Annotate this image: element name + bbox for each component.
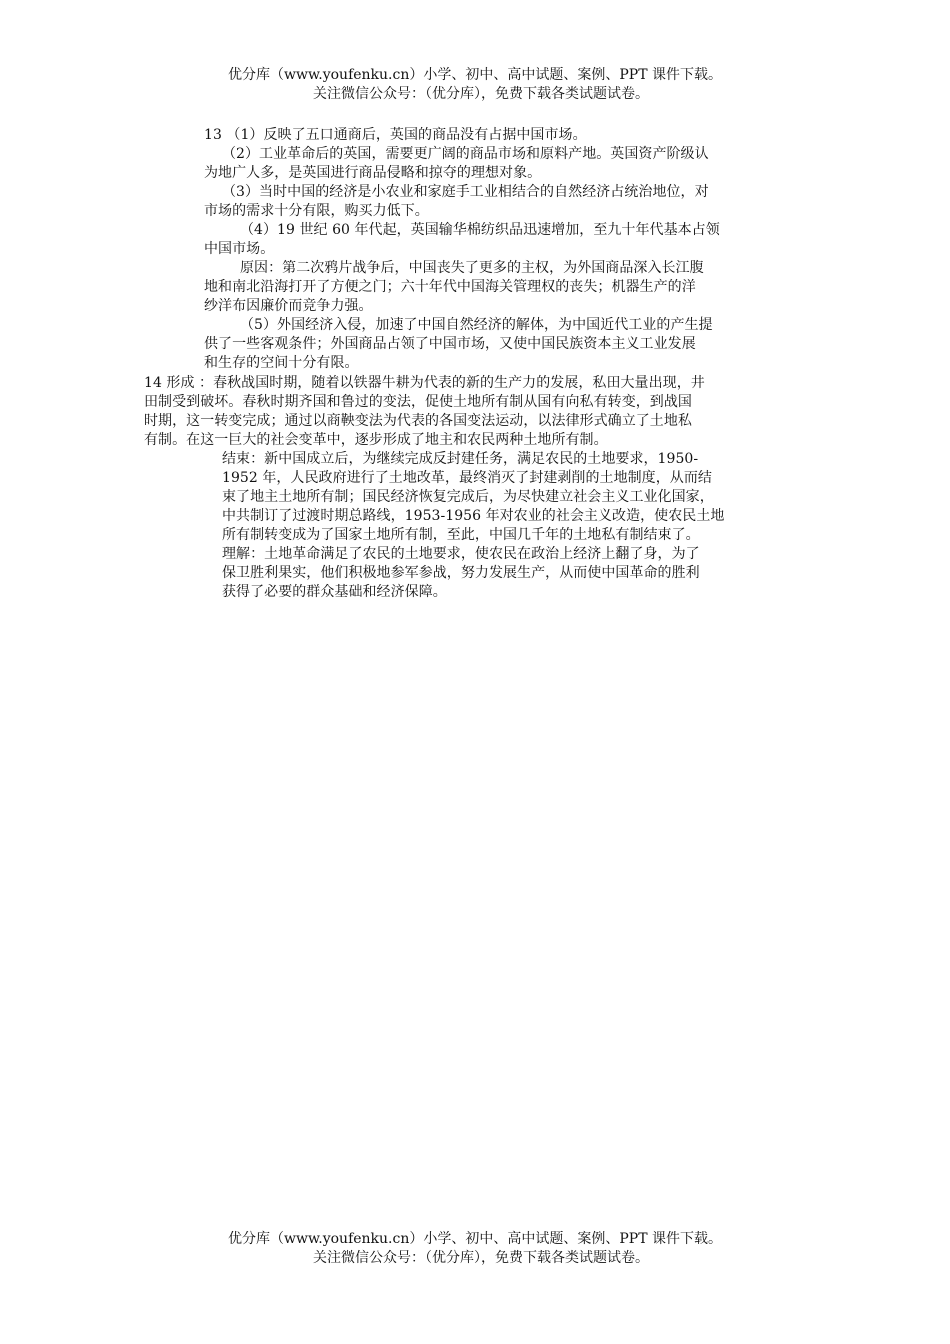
q13-paragraph-6 — [204, 316, 713, 373]
text-line: 理解：土地革命满足了农民的土地要求，使农民在政治上经济上翻了身，为了 — [222, 546, 700, 562]
q14-paragraph-1 — [144, 374, 705, 450]
q13-paragraph-2 — [204, 145, 709, 183]
q14-paragraph-3 — [222, 545, 700, 602]
text-line: 所有制转变成为了国家土地所有制，至此，中国几千年的土地私有制结束了。 — [222, 527, 700, 543]
q14-paragraph-2 — [222, 450, 724, 545]
q13-paragraph-3 — [204, 183, 709, 221]
text-line: 13 （1）反映了五口通商后，英国的商品没有占据中国市场。 — [204, 127, 587, 143]
text-line: 田制受到破坏。春秋时期齐国和鲁过的变法，促使土地所有制从国有向私有转变，到战国 — [144, 394, 692, 410]
q13-paragraph-5 — [204, 259, 704, 316]
page-footer — [0, 1230, 950, 1268]
text-line: 束了地主土地所有制；国民经济恢复完成后，为尽快建立社会主义工业化国家， — [222, 489, 714, 505]
text-line: 地和南北沿海打开了方便之门；六十年代中国海关管理权的丧失；机器生产的洋 — [204, 279, 696, 295]
text-line: （5）外国经济入侵，加速了中国自然经济的解体，为中国近代工业的产生提 — [240, 317, 713, 333]
q13-paragraph-1 — [204, 126, 587, 145]
text-line: 纱洋布因廉价而竞争力强。 — [204, 298, 373, 314]
text-line: 结束：新中国成立后，为继续完成反封建任务，满足农民的土地要求，1950- — [222, 451, 699, 467]
text-line: 获得了必要的群众基础和经济保障。 — [222, 584, 447, 600]
text-line: （4）19 世纪 60 年代起，英国输华棉纺织品迅速增加，至九十年代基本占领 — [240, 222, 720, 238]
footer-line-1: 优分库（www.youfenku.cn）小学、初中、高中试题、案例、PPT 课件下载。 — [227, 1231, 722, 1247]
text-line: 有制。在这一巨大的社会变革中，逐步形成了地主和农民两种土地所有制。 — [144, 432, 608, 448]
text-line: 中国市场。 — [204, 241, 275, 257]
text-line: 和生存的空间十分有限。 — [204, 355, 359, 371]
footer-line-2: 关注微信公众号：（优分库），免费下载各类试题试卷。 — [313, 1250, 649, 1266]
header-line-2: 关注微信公众号：（优分库），免费下载各类试题试卷。 — [313, 86, 649, 102]
text-line: 原因：第二次鸦片战争后，中国丧失了更多的主权，为外国商品深入长江腹 — [240, 260, 704, 276]
text-line: 保卫胜利果实，他们积极地参军参战，努力发展生产，从而使中国革命的胜利 — [222, 565, 700, 581]
text-line: 市场的需求十分有限，购买力低下。 — [204, 203, 429, 219]
text-line: 1952 年，人民政府进行了土地改革，最终消灭了封建剥削的土地制度，从而结 — [222, 470, 712, 486]
text-line: （2）工业革命后的英国，需要更广阔的商品市场和原料产地。英国资产阶级认 — [222, 146, 709, 162]
text-line: 14 形成 ：春秋战国时期，随着以铁器牛耕为代表的新的生产力的发展，私田大量出现，井 — [144, 375, 705, 391]
text-line: 中共制订了过渡时期总路线，1953-1956 年对农业的社会主义改造，使农民土地 — [222, 508, 725, 524]
q13-paragraph-4 — [204, 221, 720, 259]
text-line: （3）当时中国的经济是小农业和家庭手工业相结合的自然经济占统治地位，对 — [222, 184, 709, 200]
text-line: 为地广人多，是英国进行商品侵略和掠夺的理想对象。 — [204, 165, 542, 181]
header-line-1: 优分库（www.youfenku.cn）小学、初中、高中试题、案例、PPT 课件下载。 — [227, 67, 722, 83]
page-header — [0, 66, 950, 104]
text-line: 时期，这一转变完成；通过以商鞅变法为代表的各国变法运动，以法律形式确立了土地私 — [144, 413, 692, 429]
text-line: 供了一些客观条件；外国商品占领了中国市场，又使中国民族资本主义工业发展 — [204, 336, 696, 352]
